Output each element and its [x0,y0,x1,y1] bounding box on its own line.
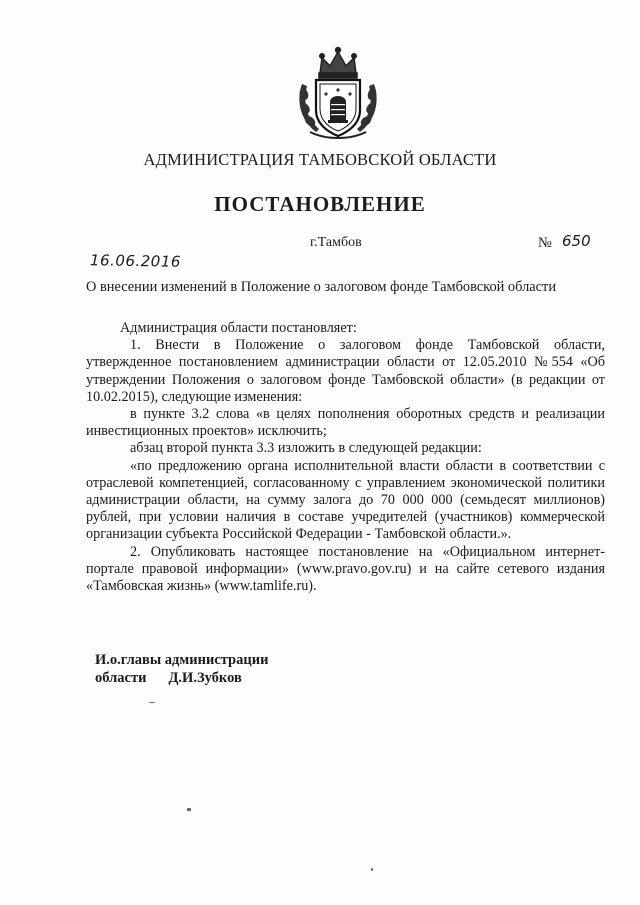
scan-speck [149,702,155,703]
signatory-position-cont: области [95,670,147,686]
body-paragraph-change-2: абзац второй пункта 3.3 изложить в следующей редакции: [130,440,482,457]
coat-of-arms-icon [292,44,384,140]
body-paragraph-preamble: Администрация области постановляет: [120,320,357,336]
scan-speck [187,808,191,811]
document-body [86,320,605,595]
signature-block [95,651,268,687]
number-label: № [538,235,552,251]
body-paragraph-item-1: 1. Внести в Положение о залоговом фонде Тамбовской области, утвержденное постановлением администрации области от 12.05.2010 №554 «Об утверждении Положения о залоговом фонде Тамбовской области» (в редакции от 10.02.2015), следующие изменения: [86,337,605,405]
signatory-name: Д.И.Зубков [168,670,242,686]
document-subject: О внесении изменений в Положение о залоговом фонде Тамбовской области [86,279,557,295]
city-label: г.Тамбов [310,235,362,250]
body-paragraph-item-2: 2. Опубликовать настоящее постановление на «Официальном интернет-портале правовой информации» (www.pravo.gov.ru) и на сайте сетевого издания «Тамбовская жизнь» (www.tamlife.ru). [86,543,605,595]
scan-speck [371,868,373,871]
document-date-handwritten: 16.06.2016 [89,251,182,271]
organization-title: АДМИНИСТРАЦИЯ ТАМБОВСКОЙ ОБЛАСТИ [143,150,497,169]
document-number-handwritten: 650 [562,232,591,250]
body-paragraph-quote: «по предложению органа исполнительной власти области в соответствии с отраслевой компетенцией, согласованному с управлением экономической политики администрации области, на сумму залога до 70 000 000 (семьдесят миллионов) рублей, при условии наличия в составе учредителей (участников) коммерческой организации субъекта Российской Федерации - Тамбовской области.». [86,457,605,543]
document-type-title: ПОСТАНОВЛЕНИЕ [214,192,426,216]
body-paragraph-change-1: в пункте 3.2 слова «в целях пополнения оборотных средств и реализации инвестиционных проектов» исключить; [86,406,605,440]
signatory-position: И.о.главы администрации [95,652,269,668]
